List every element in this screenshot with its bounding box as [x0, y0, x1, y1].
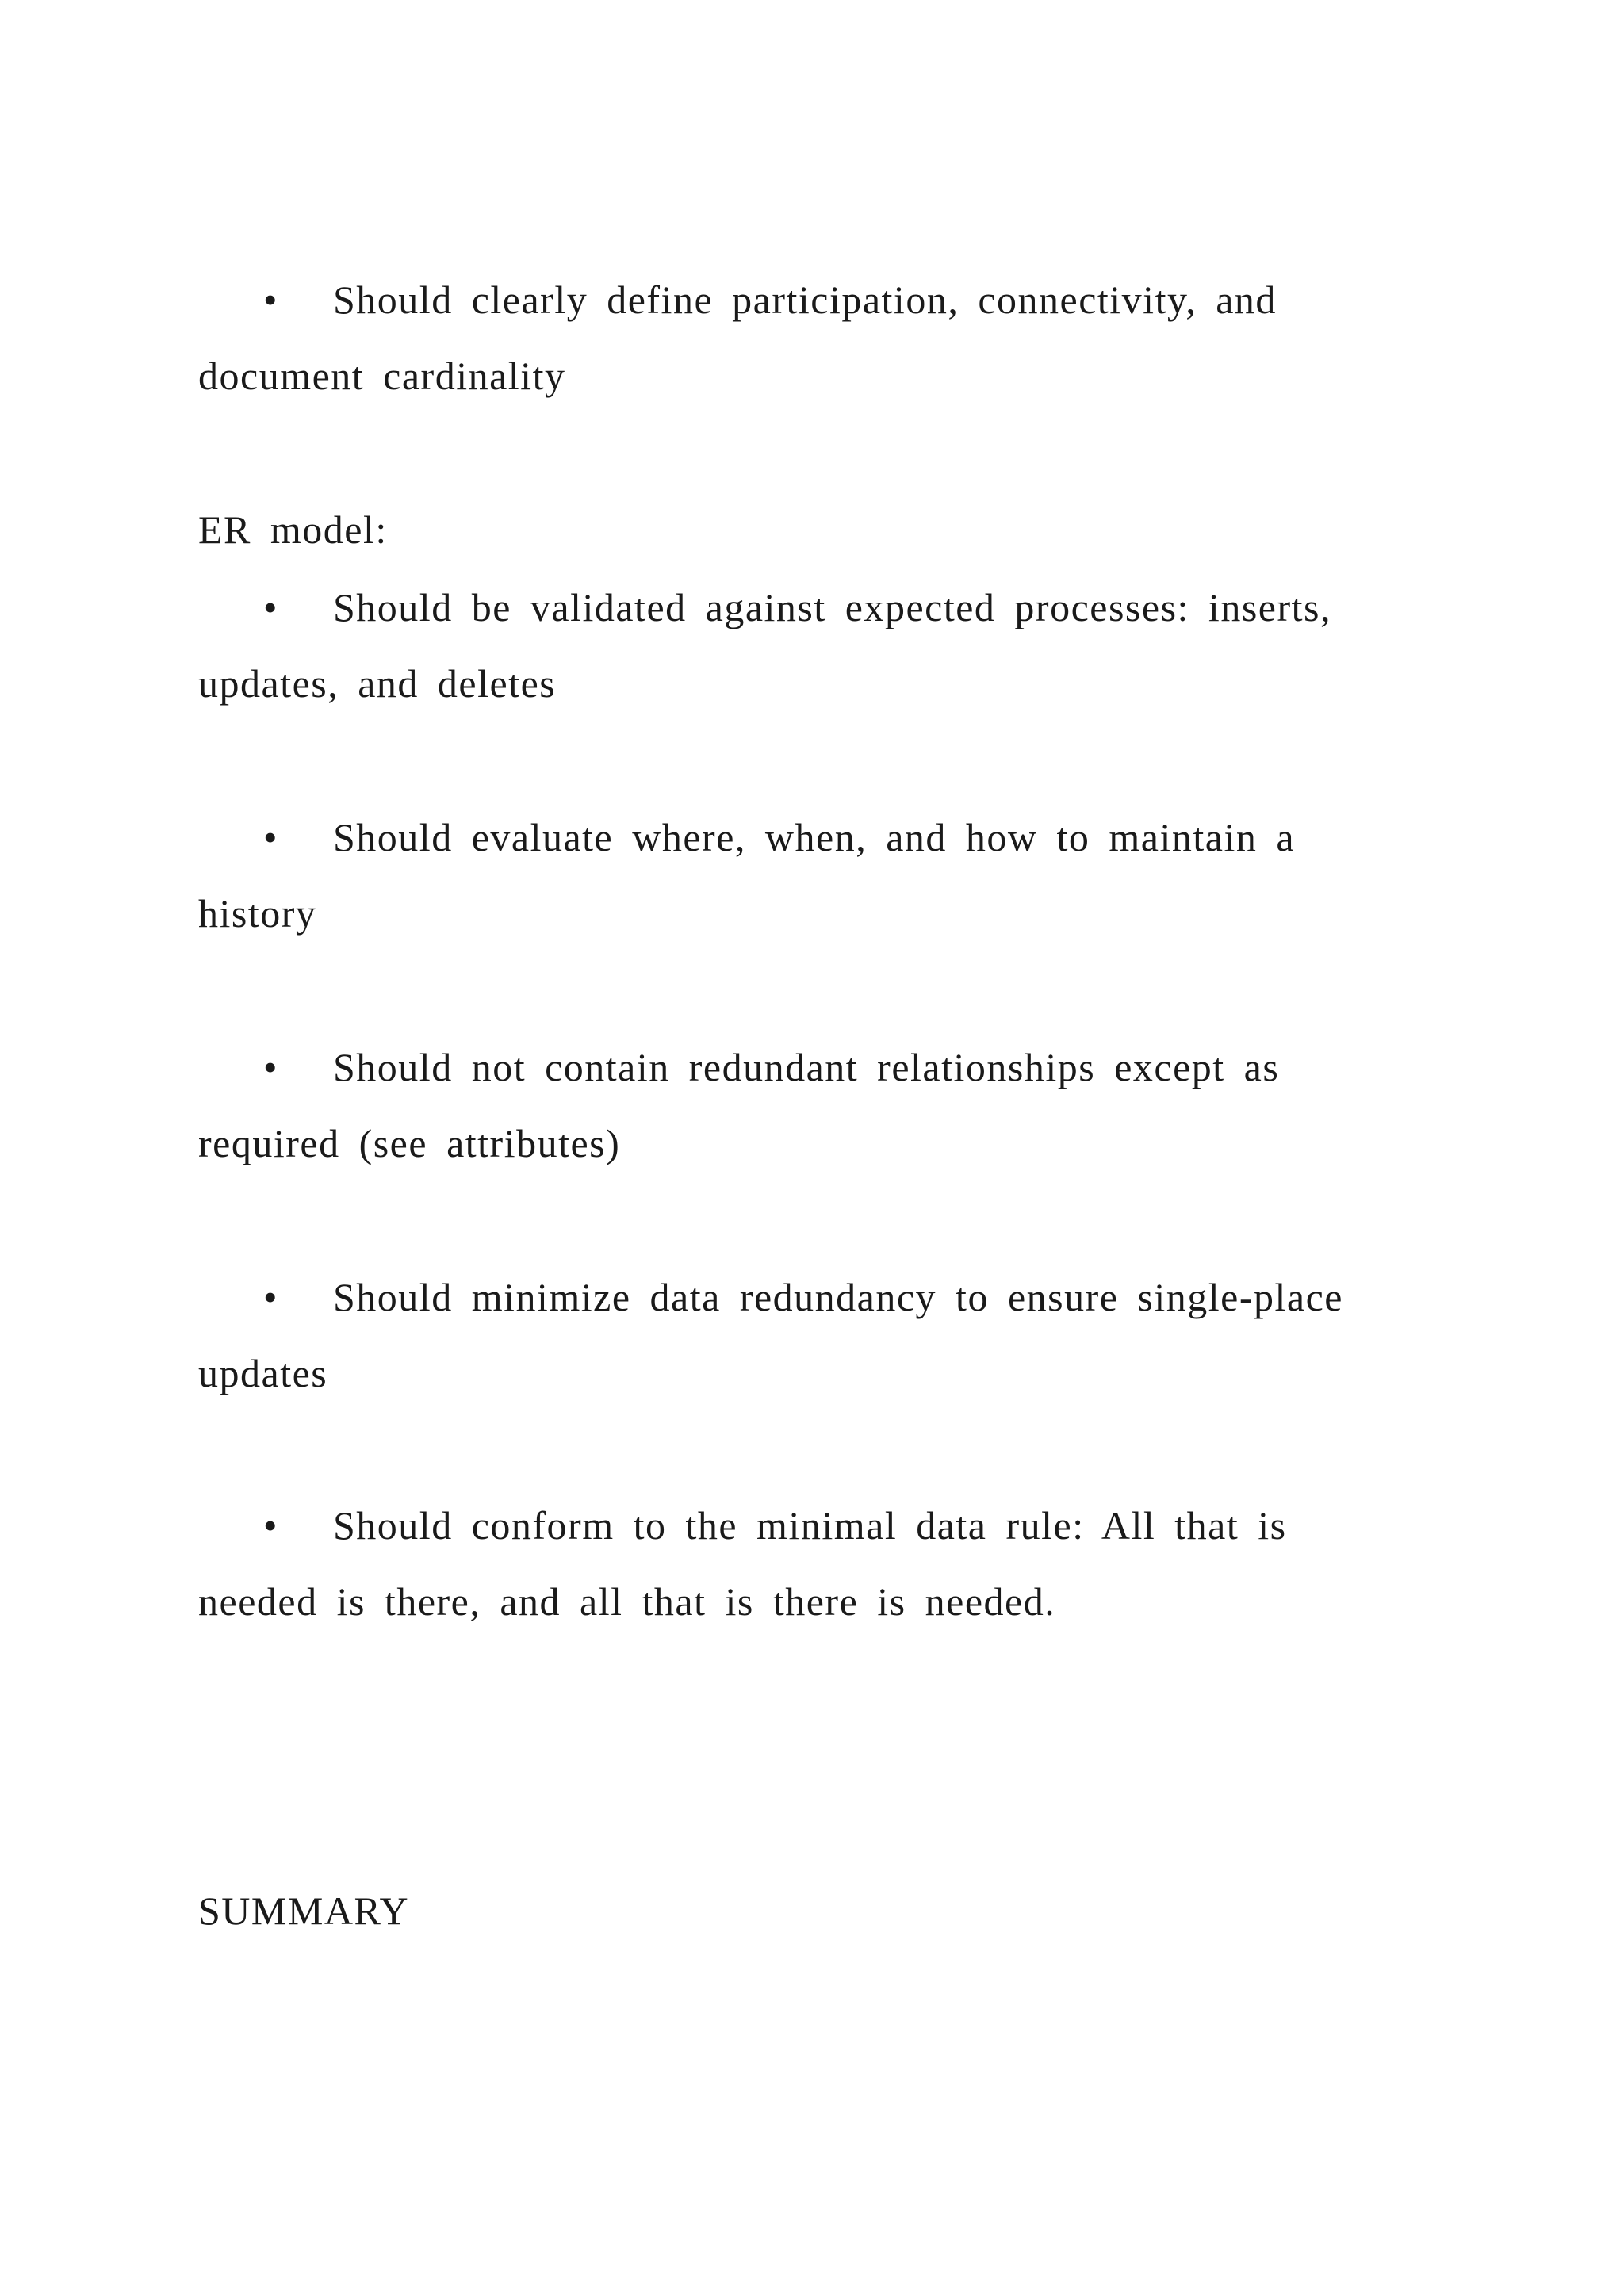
- bullet-text-line2: document cardinality: [198, 354, 566, 398]
- bullet-item-minimal-data-rule: [198, 1487, 1427, 1640]
- bullet-text-line1: Should not contain redundant relationships except as: [333, 1045, 1280, 1089]
- bullet-text-line2: required (see attributes): [198, 1121, 621, 1165]
- bullet-marker: •: [263, 815, 279, 859]
- bullet-marker: •: [263, 1503, 279, 1548]
- bullet-text-line1: Should conform to the minimal data rule: All that is: [333, 1503, 1287, 1548]
- bullet-item-validated: [198, 569, 1427, 721]
- bullet-marker: •: [263, 1045, 279, 1089]
- bullet-line-1: [198, 1259, 1427, 1335]
- bullet-item-minimize-redundancy: [198, 1259, 1427, 1411]
- bullet-marker: •: [263, 277, 279, 322]
- bullet-line-1: [198, 1487, 1427, 1563]
- bullet-item-history: [198, 799, 1427, 951]
- bullet-text-line2: updates, and deletes: [198, 661, 557, 706]
- bullet-text-line2: history: [198, 891, 317, 936]
- intro-bullet-item: [198, 262, 1427, 414]
- bullet-text-line1: Should evaluate where, when, and how to maintain a: [333, 815, 1296, 859]
- bullet-marker: •: [263, 585, 279, 629]
- bullet-text-line2: updates: [198, 1351, 328, 1395]
- bullet-line-1: [198, 799, 1427, 875]
- bullet-line-1: [198, 1029, 1427, 1105]
- bullet-text-line1: Should clearly define participation, connectivity, and: [333, 277, 1277, 322]
- bullet-text-line2: needed is there, and all that is there is needed.: [198, 1579, 1056, 1624]
- bullet-text-line1: Should be validated against expected processes: inserts,: [333, 585, 1331, 629]
- bullet-line-1: [198, 569, 1427, 645]
- bullet-item-redundant-relationships: [198, 1029, 1427, 1181]
- bullet-text-line1: Should minimize data redundancy to ensure single-place: [333, 1275, 1343, 1319]
- summary-heading: SUMMARY: [198, 1888, 410, 1933]
- bullet-marker: •: [263, 1275, 279, 1319]
- bullet-line-1: [198, 262, 1427, 338]
- section-heading-er-model: ER model:: [198, 507, 388, 552]
